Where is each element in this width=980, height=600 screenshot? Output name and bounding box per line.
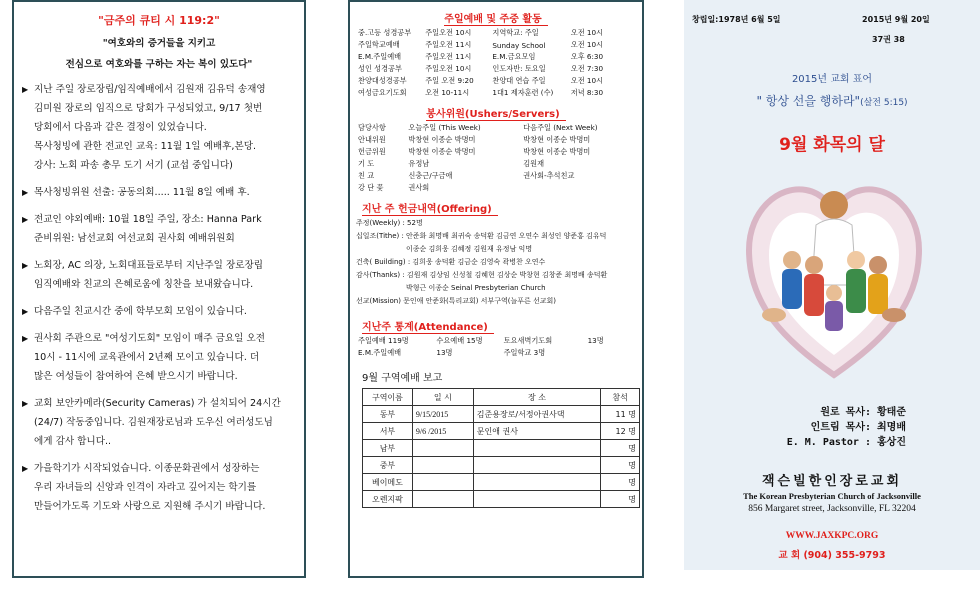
pastor-line: 인트림 목사: 최명배 xyxy=(810,422,906,433)
attendance-row-cell: E.M.주일예배 xyxy=(358,348,402,357)
news-item xyxy=(22,329,298,386)
usher-row xyxy=(356,134,636,146)
news-item-line: 당회에서 다음과 같은 결정이 있었습니다. xyxy=(34,122,207,133)
worship-row xyxy=(356,51,636,63)
worship-row-cell: Sunday School xyxy=(492,40,546,50)
usher-row-cell: 친 교 xyxy=(358,171,375,180)
usher-row-cell: 박창현 이종순 박명미 xyxy=(523,147,591,156)
worship-title: 주일예배 및 주중 활동 xyxy=(356,10,636,25)
worship-row-cell: 찬양대성경공부 xyxy=(358,76,407,85)
usher-row-cell: 김원재 xyxy=(523,159,545,168)
bullet-icon: ▶ xyxy=(22,261,29,270)
report-header-cell: 구역이름 xyxy=(363,389,413,406)
news-item-line: 준비위원: 남선교회 여선교회 권사회 예배위원회 xyxy=(34,233,235,244)
cover-panel xyxy=(684,0,980,570)
worship-row-cell: 오전 7:30 xyxy=(570,64,604,73)
report-cell: 9/6 /2015 xyxy=(412,423,473,440)
report-header-cell: 장 소 xyxy=(473,389,600,406)
report-cell xyxy=(412,440,473,457)
church-name-korean: 잭슨빌한인장로교회 xyxy=(761,474,903,489)
report-cell xyxy=(473,457,600,474)
qt-verse-line-2: 전심으로 여호와를 구하는 자는 복이 있도다" xyxy=(65,59,253,70)
worship-row-cell: 주일학교예배 xyxy=(358,40,400,49)
motto: " 항상 선을 행하라"(살전 5:15) xyxy=(756,94,908,108)
report-header-cell: 참석 xyxy=(601,389,640,406)
news-item-line: 목사청빙위원 선출: 공동의회..... 11월 8일 예배 후. xyxy=(34,187,250,198)
worship-table xyxy=(356,27,636,99)
report-row xyxy=(363,491,640,508)
report-cell: 중부 xyxy=(363,457,413,474)
worship-row-cell: 인도자반: 토요일 xyxy=(492,64,546,73)
usher-row-cell: 유정남 xyxy=(408,159,430,168)
report-header-row xyxy=(363,389,640,406)
worship-row-cell: 주일 오전 9:20 xyxy=(425,76,474,85)
news-item-line: 강사: 노회 파송 총무 도기 서기 (교섭 중입니다) xyxy=(34,160,233,171)
report-cell: 명 xyxy=(601,457,640,474)
offering-line: 건축( Building) : 김희웅 송덕환 김금순 김영숙 곽병찬 오연수 xyxy=(356,258,546,266)
report-cell: 동부 xyxy=(363,406,413,423)
church-name-english: The Korean Presbyterian Church of Jacksonville xyxy=(743,491,921,501)
worship-row xyxy=(356,87,636,99)
church-phone: 교 회 (904) 355-9793 xyxy=(778,550,886,561)
motto-label: 2015년 교회 표어 xyxy=(791,74,873,85)
worship-row-cell: 주일오전 10시 xyxy=(425,28,472,37)
usher-row-cell: 박창현 이종순 박명미 xyxy=(408,135,476,144)
worship-row-cell: 오후 6:30 xyxy=(570,52,604,61)
report-cell: 남부 xyxy=(363,440,413,457)
qt-verse-line-1: "여호와의 증거들을 지키고 xyxy=(102,38,216,49)
report-cell: 명 xyxy=(601,491,640,508)
news-item-line: 권사회 주관으로 "여성기도회" 모임이 매주 금요일 오전 xyxy=(34,333,266,344)
usher-row xyxy=(356,182,636,194)
worship-row xyxy=(356,39,636,51)
usher-row-cell: 박창현 이종순 박명미 xyxy=(408,147,476,156)
worship-row xyxy=(356,63,636,75)
news-item xyxy=(22,183,298,202)
news-item xyxy=(22,210,298,248)
worship-row-cell: 여성금요기도회 xyxy=(358,88,407,97)
ushers-title: 봉사위원(Ushers/Servers) xyxy=(356,105,636,120)
usher-row xyxy=(356,170,636,182)
worship-row-cell: 저녁 8:30 xyxy=(570,88,604,97)
worship-row xyxy=(356,27,636,39)
worship-row-cell: E.M.금요모임 xyxy=(492,52,536,61)
news-item-line: 우리 자녀들의 신앙과 인격이 자라고 깊어지는 학기를 xyxy=(34,482,257,493)
worship-row-cell: 지역학교: 주일 xyxy=(492,28,539,37)
pastor-line: E. M. Pastor : 홍상진 xyxy=(786,437,906,448)
attendance-row-cell xyxy=(586,347,636,359)
report-row xyxy=(363,440,640,457)
usher-row-cell xyxy=(521,182,636,194)
worship-row-cell: 오전 10시 xyxy=(570,28,604,37)
worship-row-cell: 중.고등 성경공부 xyxy=(358,28,412,37)
bulletin-date: 2015년 9월 20일 xyxy=(862,15,930,24)
news-item-line: 가을학기가 시작되었습니다. 이종문화권에서 성장하는 xyxy=(34,463,260,474)
offering-list xyxy=(356,217,636,308)
usher-row-cell: 오늘주일 (This Week) xyxy=(408,123,481,132)
church-address: 856 Margaret street, Jacksonville, FL 32204 xyxy=(748,504,916,514)
news-item-line: 많은 여성들이 참여하여 은혜 받으시기 바랍니다. xyxy=(34,371,238,382)
news-item-line: 노회장, AC 의장, 노회대표들로부터 지난주일 장로장립 xyxy=(34,260,264,271)
attendance-row-cell: 13명 xyxy=(436,348,453,357)
usher-row-cell: 안내위원 xyxy=(358,135,386,144)
volume-number: 37권 38 xyxy=(872,35,905,44)
report-cell: 문인애 권사 xyxy=(473,423,600,440)
news-item-line: 만들어가도록 기도와 사랑으로 지원해 주시기 바랍니다. xyxy=(34,501,266,512)
usher-row-cell: 강 단 꽃 xyxy=(358,183,384,192)
attendance-title: 지난주 통계(Attendance) xyxy=(362,318,636,333)
news-item-line: 교회 보안카메라(Security Cameras) 가 설치되어 24시간 xyxy=(34,398,281,409)
worship-row-cell: 오전 10시 xyxy=(570,40,604,49)
report-cell xyxy=(412,474,473,491)
bullet-icon: ▶ xyxy=(22,85,29,94)
founded-date: 창립일:1978년 6월 5일 xyxy=(692,15,781,24)
worship-row-cell: 1대1 제자훈련 (수) xyxy=(492,88,554,97)
news-item-line: 에게 감사 합니다.. xyxy=(34,436,112,447)
usher-row-cell: 담당사항 xyxy=(358,123,386,132)
news-item-line: 다음주일 친교시간 중에 학부모회 모임이 있습니다. xyxy=(34,306,247,317)
usher-row-cell: 기 도 xyxy=(358,159,375,168)
news-item-line: 김미원 장로의 임직으로 당회가 구성되었고, 9/17 첫번 xyxy=(34,103,263,114)
report-title: 9월 구역예배 보고 xyxy=(362,373,443,384)
offering-line: 이종순 김희웅 김혜정 김원재 유정남 익명 xyxy=(406,245,533,253)
heart-people-illustration xyxy=(744,165,924,385)
usher-row-cell: 다음주일 (Next Week) xyxy=(523,123,598,132)
news-item xyxy=(22,394,298,451)
monthly-theme: 9월 화목의 달 xyxy=(779,135,885,155)
attendance-row-cell: 주일예배 119명 xyxy=(358,336,409,345)
report-row xyxy=(363,474,640,491)
usher-row-cell: 신충근/구금애 xyxy=(408,171,453,180)
report-cell: 명 xyxy=(601,474,640,491)
offering-line: 감사(Thanks) : 김원재 김상임 신성철 김혜현 김상순 박창현 김창준 최명배 송덕환 xyxy=(356,271,608,279)
offering-line: 십일조(Tithe) : 안준화 최명배 최귀숙 송덕환 김금연 오연수 최성인 양준홍 김유덕 xyxy=(356,232,607,240)
report-cell xyxy=(473,440,600,457)
report-cell: 오렌지팍 xyxy=(363,491,413,508)
news-item-line: 임직예배와 친교의 은혜로움에 칭찬을 보내왔습니다. xyxy=(34,279,254,290)
attendance-row-cell: 수요예배 15명 xyxy=(436,336,483,345)
report-table xyxy=(362,388,640,508)
news-item xyxy=(22,459,298,516)
news-item-line: 목사청빙에 관한 전교인 교육: 11월 1일 예배후,본당. xyxy=(34,141,257,152)
attendance-table xyxy=(356,335,636,359)
offering-line: 박형근 이종순 Seinal Presbyterian Church xyxy=(406,284,546,292)
worship-row-cell: 오전 10-11시 xyxy=(425,88,470,97)
report-cell: 9/15/2015 xyxy=(412,406,473,423)
bullet-icon: ▶ xyxy=(22,188,29,197)
news-item-line: 10시 - 11시에 교육관에서 2년째 모이고 있습니다. 더 xyxy=(34,352,260,363)
bullet-icon: ▶ xyxy=(22,215,29,224)
report-cell: 11 명 xyxy=(601,406,640,423)
worship-row-cell: 성인 성경공부 xyxy=(358,64,402,73)
attendance-row xyxy=(356,335,636,347)
news-item xyxy=(22,256,298,294)
attendance-row xyxy=(356,347,636,359)
offering-line: 선교(Mission) 문인애 안준화(특리교회) 서부구역(늘푸른 선교회) xyxy=(356,297,556,305)
ushers-table xyxy=(356,122,636,194)
usher-row-cell: 권사회-추석친교 xyxy=(523,171,575,180)
announcements-panel xyxy=(12,0,306,578)
report-cell xyxy=(473,474,600,491)
attendance-row-cell: 주일학교 3명 xyxy=(503,348,546,357)
website-link[interactable]: WWW.JAXKPC.ORG xyxy=(785,531,879,541)
worship-row-cell: 주일오전 11시 xyxy=(425,40,472,49)
bullet-icon: ▶ xyxy=(22,399,29,408)
attendance-row-cell: 토요새벽기도회 xyxy=(503,336,553,345)
usher-row xyxy=(356,122,636,134)
news-item-line: 지난 주일 장로장립/임직예배에서 김원재 김유덕 송재영 xyxy=(34,84,266,95)
report-cell: 김준용장로/서정아권사댁 xyxy=(473,406,600,423)
report-cell: 베이메도 xyxy=(363,474,413,491)
pastor-list xyxy=(684,405,980,450)
worship-row xyxy=(356,75,636,87)
pastor-line: 원로 목사: 황태준 xyxy=(820,407,906,418)
report-cell xyxy=(473,491,600,508)
report-row xyxy=(363,423,640,440)
usher-row-cell: 헌금위원 xyxy=(358,147,386,156)
attendance-row-cell: 13명 xyxy=(587,336,604,345)
worship-row-cell: 주일오전 11시 xyxy=(425,52,472,61)
report-cell xyxy=(412,491,473,508)
worship-row-cell: 찬양대 연습 주일 xyxy=(492,76,546,85)
schedule-panel xyxy=(348,0,644,578)
report-cell xyxy=(412,457,473,474)
news-item xyxy=(22,302,298,321)
bullet-icon: ▶ xyxy=(22,307,29,316)
usher-row-cell: 박창현 이종순 박명미 xyxy=(523,135,591,144)
usher-row xyxy=(356,158,636,170)
worship-row-cell: E.M.주일예배 xyxy=(358,52,402,61)
bullet-icon: ▶ xyxy=(22,334,29,343)
qt-title: "금주의 큐티 시 119:2" xyxy=(98,14,220,27)
news-item-line: (24/7) 작동중입니다. 김원재장로님과 도우신 여러성도님 xyxy=(34,417,273,428)
bullet-icon: ▶ xyxy=(22,464,29,473)
worship-row-cell: 오전 10시 xyxy=(570,76,604,85)
news-item xyxy=(22,80,298,175)
usher-row xyxy=(356,146,636,158)
offering-title: 지난 주 헌금내역(Offering) xyxy=(362,200,636,215)
usher-row-cell: 권사회 xyxy=(408,183,430,192)
offering-line: 주정(Weekly) : 52명 xyxy=(356,219,423,227)
report-header-cell: 일 시 xyxy=(412,389,473,406)
report-cell: 12 명 xyxy=(601,423,640,440)
worship-row-cell: 주일오전 10시 xyxy=(425,64,472,73)
report-row xyxy=(363,457,640,474)
news-list xyxy=(14,80,304,516)
report-cell: 명 xyxy=(601,440,640,457)
report-row xyxy=(363,406,640,423)
news-item-line: 전교인 야외예배: 10월 18일 주일, 장소: Hanna Park xyxy=(34,214,262,225)
report-cell: 서부 xyxy=(363,423,413,440)
